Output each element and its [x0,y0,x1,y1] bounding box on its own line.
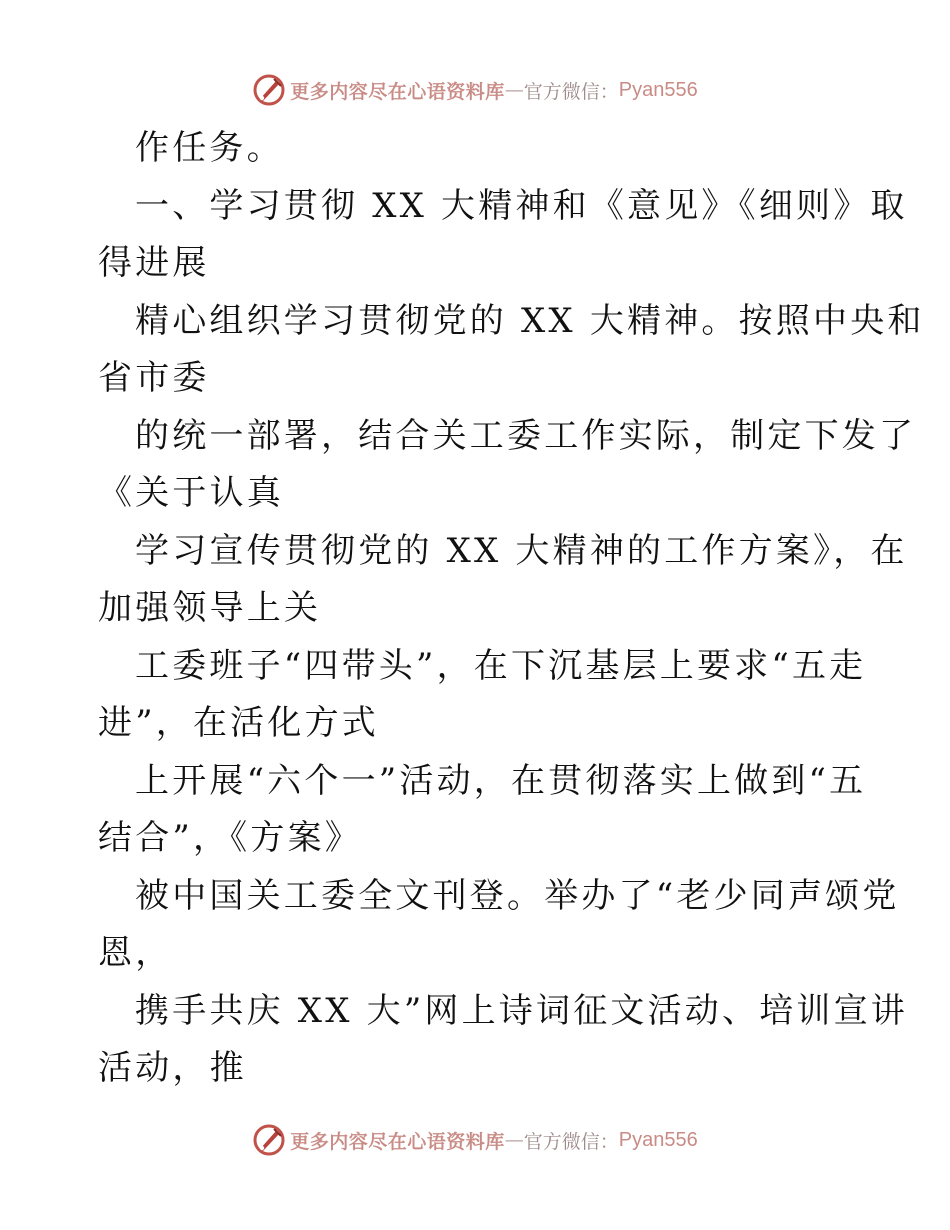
footer-wechat-id: Pyan556 [618,1128,698,1151]
header-banner [0,70,950,110]
footer-separator: — [504,1129,524,1151]
text-line: 进”，在活化方式 [98,703,379,743]
text-line: 作任务。 [135,128,284,168]
text-line: 加强领导上关 [98,588,322,628]
footer-banner [0,1120,950,1160]
header-brand-text: 更多内容尽在心语资料库 [290,80,505,103]
footer-brand-text: 更多内容尽在心语资料库 [290,1130,505,1153]
text-line: 被中国关工委全文刊登。举办了“老少同声颂党 [135,875,900,916]
text-line: 省市委 [98,358,210,398]
section-heading-line: 一、学习贯彻 XX 大精神和《意见》《细则》取 [135,185,908,226]
text-line: 的统一部署，结合关工委工作实际，制定下发了 [135,415,917,456]
quill-pen-logo-icon [252,73,286,107]
text-line: 结合”，《方案》 [98,818,362,858]
quill-pen-logo-icon [252,1123,286,1157]
text-line: 工委班子“四带头”，在下沉基层上要求“五走 [135,645,867,686]
text-line: 《关于认真 [98,473,284,513]
text-line: 学习宣传贯彻党的 XX 大精神的工作方案》，在 [135,530,908,571]
footer-wechat-label: 官方微信： [523,1130,619,1153]
text-line: 活动，推 [98,1048,247,1088]
text-line: 恩， [98,933,173,973]
header-wechat-label: 官方微信： [523,80,619,103]
text-line: 携手共庆 XX 大”网上诗词征文活动、培训宣讲 [135,990,909,1031]
document-body [98,120,925,1098]
header-wechat-id: Pyan556 [618,78,698,101]
section-heading-line: 得进展 [98,243,210,283]
text-line: 精心组织学习贯彻党的 XX 大精神。按照中央和 [135,300,925,341]
header-separator: — [504,79,524,101]
text-line: 上开展“六个一”活动，在贯彻落实上做到“五 [135,760,867,801]
